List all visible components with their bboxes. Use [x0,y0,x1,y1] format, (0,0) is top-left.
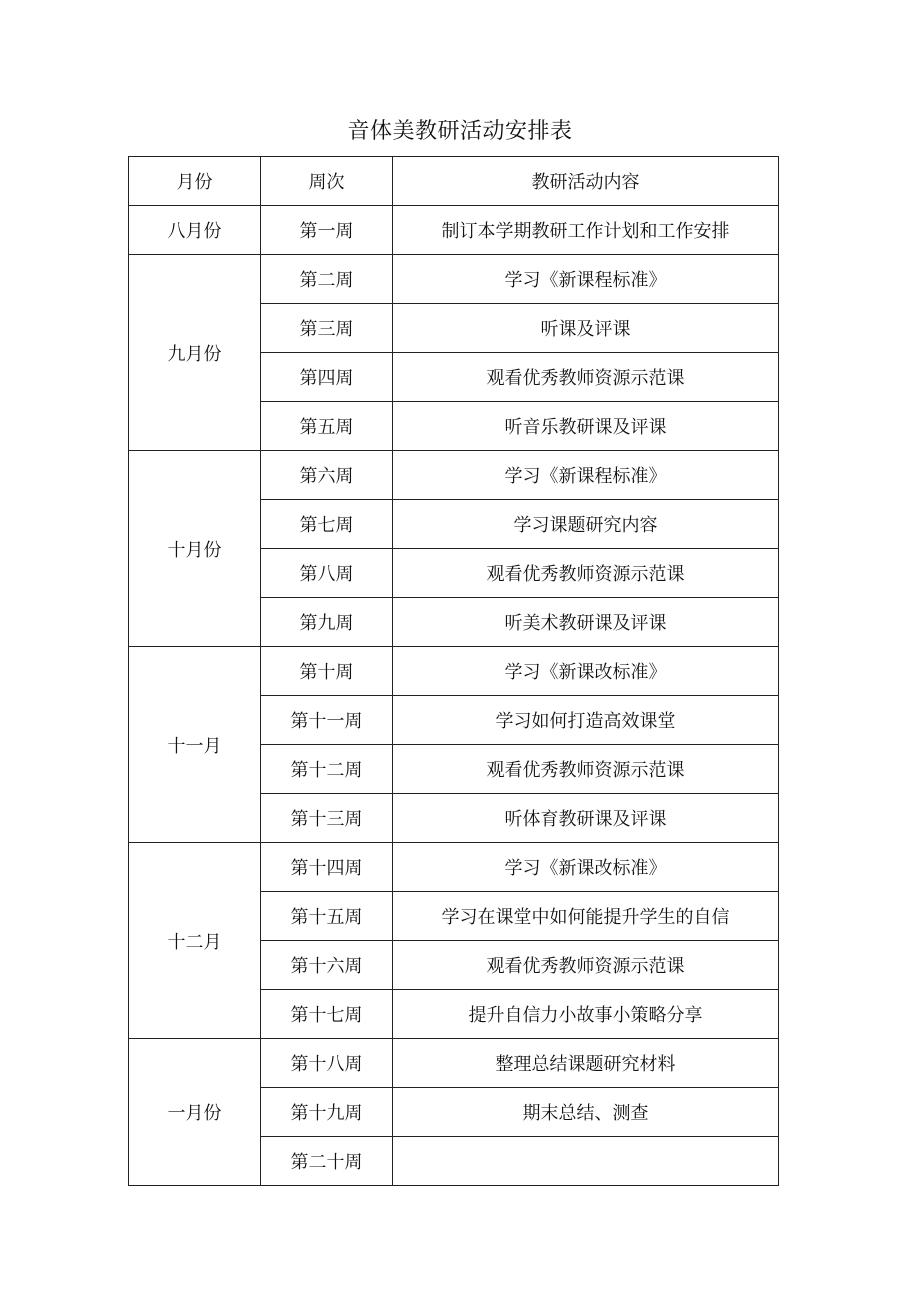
week-cell: 第十一周 [261,696,393,745]
week-cell: 第六周 [261,451,393,500]
week-cell: 第九周 [261,598,393,647]
table-row [129,1039,779,1088]
table-row [129,206,779,255]
table-row [129,451,779,500]
content-cell: 听课及评课 [393,304,779,353]
content-cell: 观看优秀教师资源示范课 [393,353,779,402]
week-cell: 第七周 [261,500,393,549]
month-cell: 八月份 [129,206,261,255]
week-cell: 第二周 [261,255,393,304]
week-cell: 第八周 [261,549,393,598]
week-cell: 第十四周 [261,843,393,892]
week-cell: 第一周 [261,206,393,255]
week-cell: 第五周 [261,402,393,451]
content-cell: 学习《新课程标准》 [393,255,779,304]
week-cell: 第十五周 [261,892,393,941]
content-cell: 学习《新课改标准》 [393,647,779,696]
page-title: 音体美教研活动安排表 [347,119,573,144]
content-cell: 观看优秀教师资源示范课 [393,745,779,794]
content-cell: 学习《新课改标准》 [393,843,779,892]
content-cell: 学习如何打造高效课堂 [393,696,779,745]
week-cell: 第十二周 [261,745,393,794]
header-week: 周次 [261,157,393,206]
week-cell: 第二十周 [261,1137,393,1186]
content-cell: 整理总结课题研究材料 [393,1039,779,1088]
week-cell: 第十周 [261,647,393,696]
table-row [129,843,779,892]
schedule-body [129,157,779,1186]
header-content: 教研活动内容 [393,157,779,206]
content-cell: 听体育教研课及评课 [393,794,779,843]
month-cell: 九月份 [129,255,261,451]
schedule-table [128,156,779,1186]
week-cell: 第十七周 [261,990,393,1039]
content-cell: 学习在课堂中如何能提升学生的自信 [393,892,779,941]
content-cell: 期末总结、测查 [393,1088,779,1137]
content-cell: 学习《新课程标准》 [393,451,779,500]
content-cell: 听音乐教研课及评课 [393,402,779,451]
month-cell: 十一月 [129,647,261,843]
header-month: 月份 [129,157,261,206]
week-cell: 第十六周 [261,941,393,990]
week-cell: 第十九周 [261,1088,393,1137]
month-cell: 十月份 [129,451,261,647]
table-row [129,255,779,304]
content-cell: 听美术教研课及评课 [393,598,779,647]
week-cell: 第十三周 [261,794,393,843]
month-cell: 十二月 [129,843,261,1039]
content-cell: 学习课题研究内容 [393,500,779,549]
content-cell: 提升自信力小故事小策略分享 [393,990,779,1039]
content-cell: 制订本学期教研工作计划和工作安排 [393,206,779,255]
content-cell [393,1137,779,1186]
month-cell: 一月份 [129,1039,261,1186]
table-row [129,647,779,696]
week-cell: 第十八周 [261,1039,393,1088]
content-cell: 观看优秀教师资源示范课 [393,941,779,990]
header-row [129,157,779,206]
content-cell: 观看优秀教师资源示范课 [393,549,779,598]
week-cell: 第三周 [261,304,393,353]
week-cell: 第四周 [261,353,393,402]
